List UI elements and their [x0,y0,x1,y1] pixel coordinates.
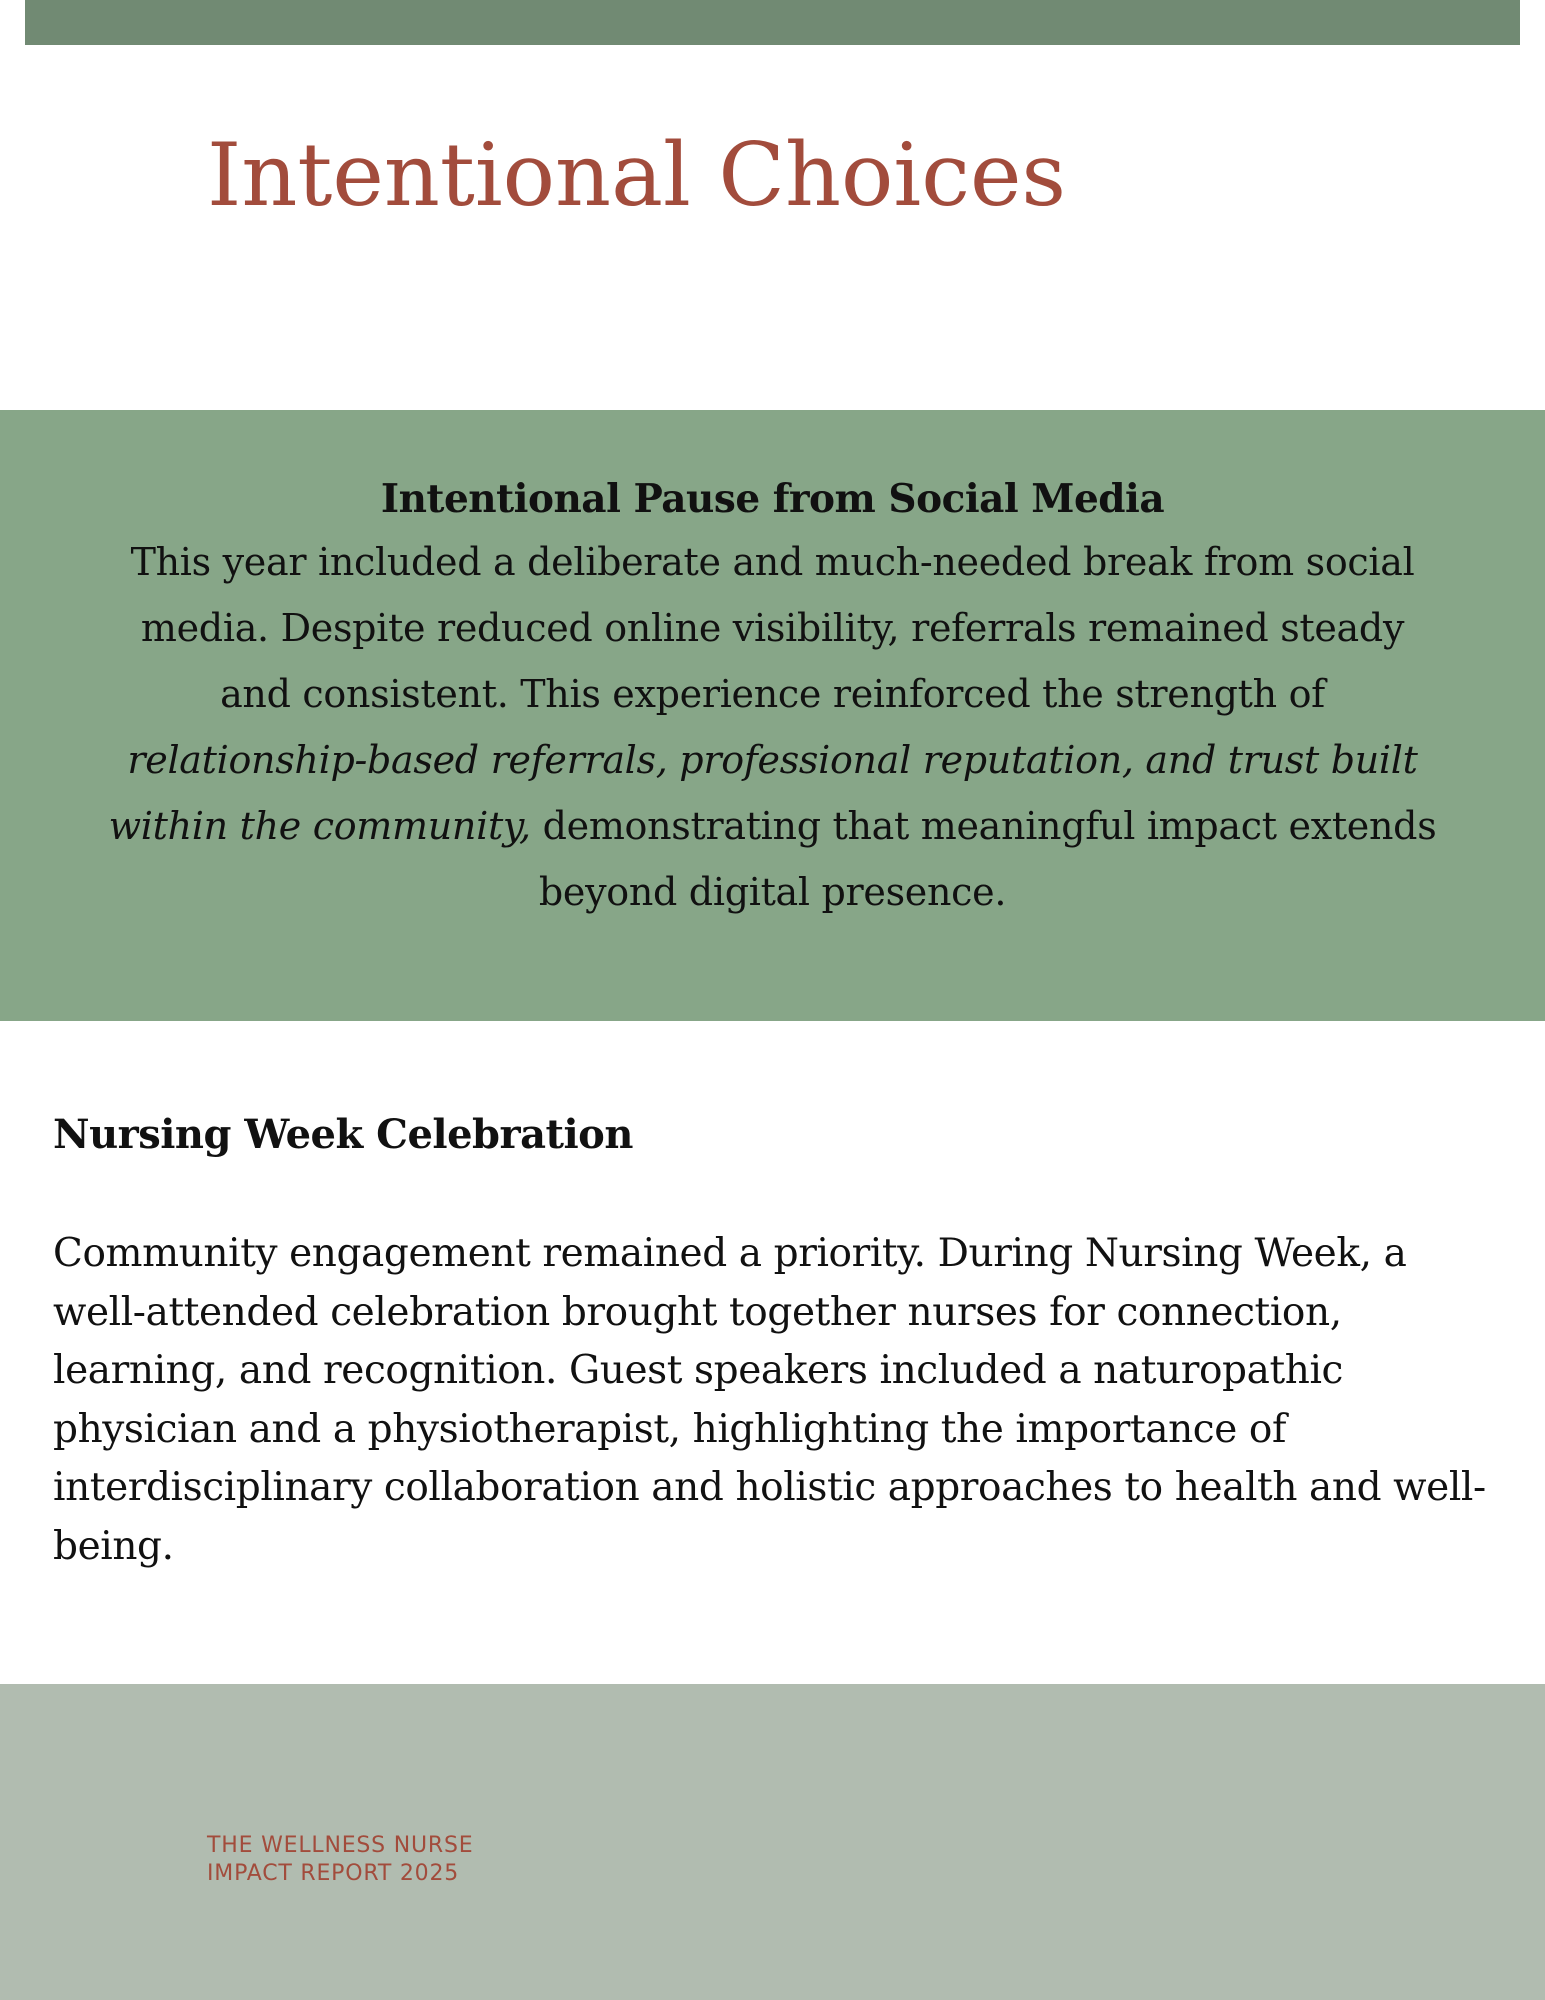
panel-body-end: demonstrating that meaningful impact extends beyond digital presence. [530,804,1437,914]
panel-body-start: This year included a deliberate and much-needed break from social media. Despite reduced online visibility, referrals remained steady and consistent. This experience reinforced the strength of [130,540,1415,716]
footer-report-label [207,1832,907,1888]
panel-body-italic: relationship-based referrals, professional reputation, and trust built within the community, [108,738,1418,848]
panel-body [102,529,1443,925]
social-media-pause-panel [0,410,1545,1021]
panel-heading: Intentional Pause from Social Media [380,476,1165,522]
nursing-week-body: Community engagement remained a priority. During Nursing Week, a well-attended celebration brought together nurses for connection, learning, and recognition. Guest speakers included a naturopathic physician and a physiotherapist, highlighting the importance of interdisciplinary collaboration and holistic approaches to health and well-being. [53,1231,1486,1569]
footer-line-report: IMPACT REPORT 2025 [207,1861,460,1886]
page-title: Intentional Choices [207,124,1067,226]
nursing-week-heading: Nursing Week Celebration [53,1111,633,1158]
top-accent-bar [25,0,1520,45]
footer [0,1684,1545,2000]
footer-line-organization: THE WELLNESS NURSE [207,1833,474,1858]
